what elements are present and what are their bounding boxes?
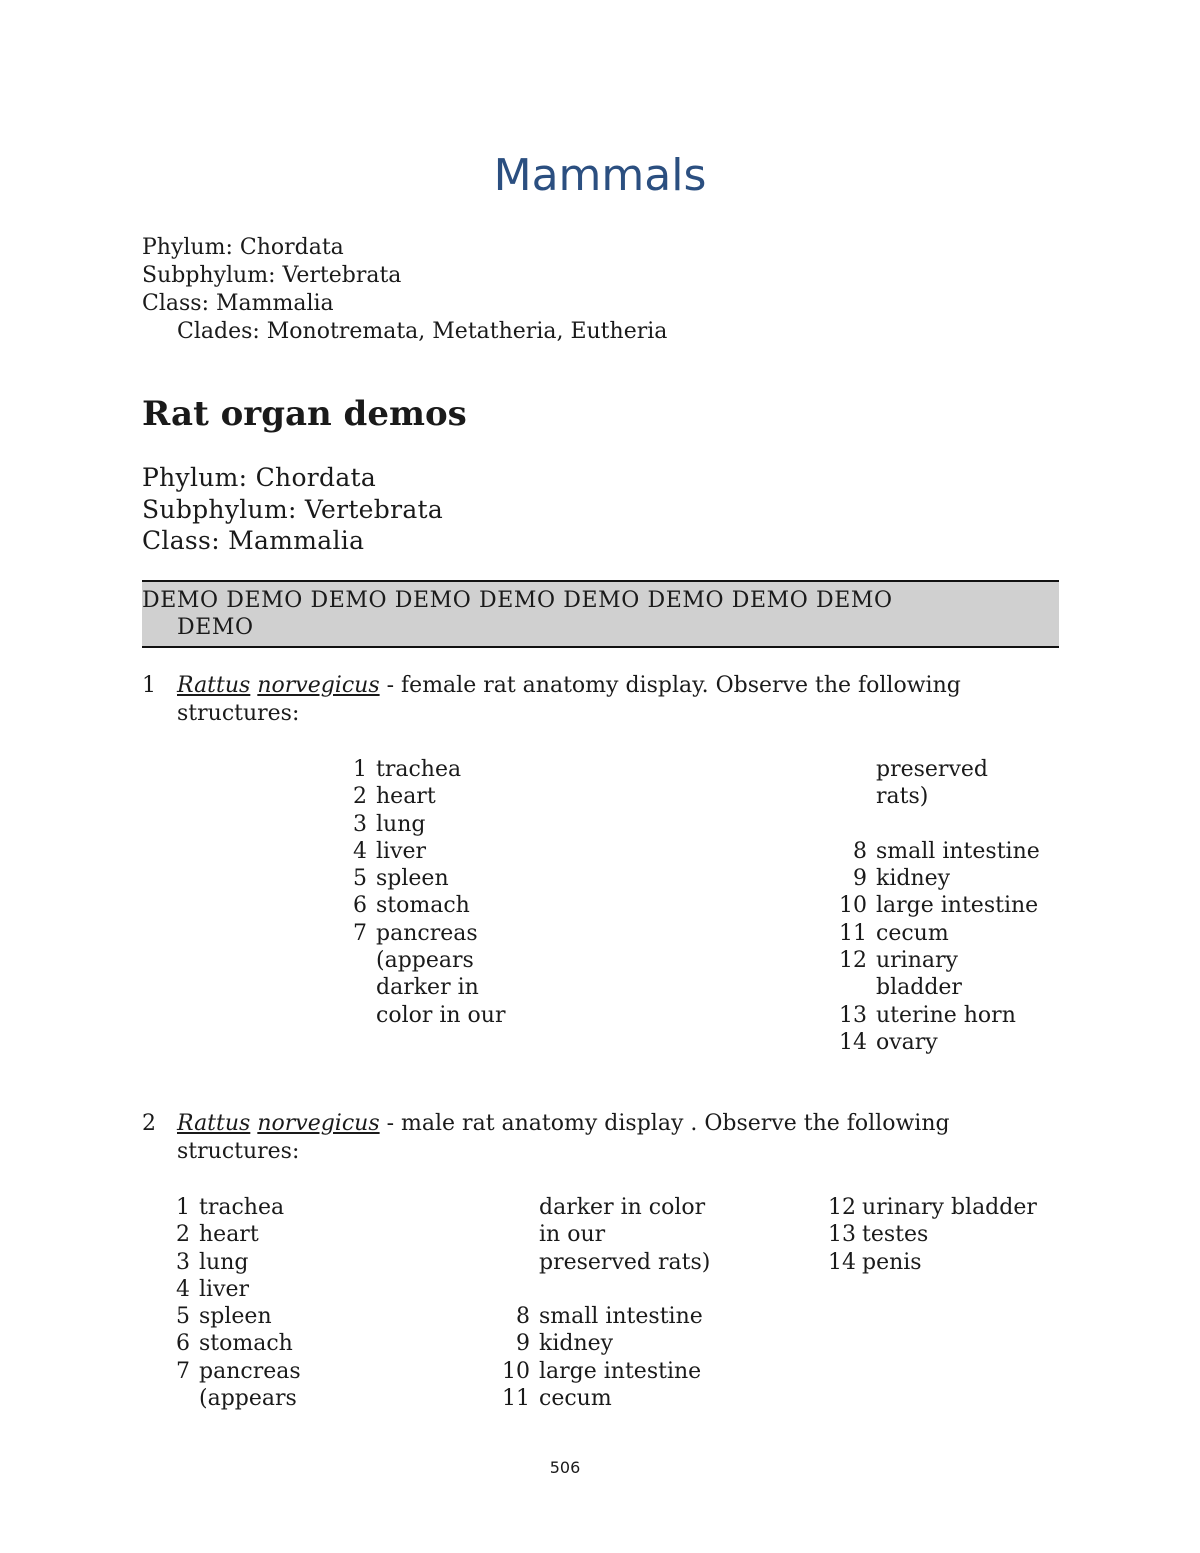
organ-list-item: [838, 838, 1040, 865]
organ-name: cecum: [876, 920, 949, 946]
organ-name: small intestine: [876, 838, 1040, 864]
organ-name: trachea: [376, 757, 462, 782]
organ-list-item: [838, 974, 1040, 1001]
organ-number: 2: [353, 784, 367, 810]
organ-name: liver: [376, 838, 427, 864]
organ-list-item: [168, 1276, 301, 1303]
organ-name: rats): [876, 784, 929, 810]
organ-list-item: [497, 1249, 710, 1276]
organ-list-item: [345, 920, 506, 947]
organ-number: 10: [839, 893, 867, 919]
organ-number: 2: [176, 1222, 190, 1248]
organ-name: large intestine: [876, 893, 1039, 919]
organ-list-item: [497, 1221, 710, 1248]
organ-number: 11: [502, 1386, 530, 1412]
organ-list-column: [168, 1194, 301, 1412]
organ-number: 3: [353, 811, 367, 837]
organ-name: stomach: [376, 893, 470, 919]
organ-list-item: [497, 1303, 710, 1330]
species-name: norvegicus: [257, 673, 380, 698]
organ-name: spleen: [199, 1304, 272, 1330]
organ-list-item: [497, 1330, 710, 1357]
organ-list-item: [497, 1358, 710, 1385]
item-continuation: structures:: [177, 1139, 300, 1164]
organ-list-item: [345, 838, 506, 865]
organ-name: urinary: [876, 948, 958, 974]
organ-name: penis: [862, 1249, 922, 1275]
organ-list-item: [828, 1221, 1037, 1248]
organ-list-item: [345, 892, 506, 919]
organ-list-item: [345, 783, 506, 810]
organ-name: kidney: [876, 866, 951, 892]
organ-name: spleen: [376, 866, 449, 892]
organ-list-item: [345, 811, 506, 838]
organ-number: 8: [516, 1304, 530, 1330]
organ-list-item: [168, 1249, 301, 1276]
organ-list-item: [838, 811, 1040, 838]
organ-name: ovary: [876, 1029, 938, 1055]
organ-name: lung: [199, 1249, 249, 1275]
rat-taxonomy-subphylum: Subphylum: Vertebrata: [142, 495, 444, 524]
taxonomy-clades: Clades: Monotremata, Metatheria, Eutheria: [177, 319, 668, 344]
organ-list-item: [497, 1194, 710, 1221]
organ-list-item: [828, 1249, 1037, 1276]
organ-number: 4: [353, 838, 367, 864]
organ-name: pancreas: [199, 1358, 301, 1384]
organ-name: heart: [376, 784, 436, 810]
organ-list-column: [828, 1194, 1037, 1276]
organ-list-item: [168, 1303, 301, 1330]
genus-name: Rattus: [177, 673, 251, 698]
organ-list-item: [838, 1029, 1040, 1056]
organ-number: 12: [828, 1195, 856, 1220]
organ-number: 11: [839, 920, 867, 946]
organ-list-item: [168, 1385, 301, 1412]
organ-name: stomach: [199, 1331, 293, 1357]
item-continuation: structures:: [177, 701, 300, 726]
item-number: 1: [142, 673, 156, 698]
organ-list-column: [497, 1194, 710, 1412]
species-name: norvegicus: [257, 1111, 380, 1136]
organ-name: preserved rats): [539, 1249, 711, 1275]
taxonomy-phylum: Phylum: Chordata: [142, 235, 344, 260]
organ-name: cecum: [539, 1386, 612, 1412]
organ-list-item: [345, 1002, 506, 1029]
organ-list-item: [838, 865, 1040, 892]
organ-name: small intestine: [539, 1304, 703, 1330]
organ-name: (appears: [376, 948, 474, 974]
organ-list-item: [838, 892, 1040, 919]
organ-list-column: [838, 756, 1040, 1056]
organ-list-item: [168, 1221, 301, 1248]
organ-list-item: [168, 1194, 301, 1221]
organ-name: liver: [199, 1276, 250, 1302]
organ-list-item: [838, 920, 1040, 947]
organ-list-item: [838, 756, 1040, 783]
taxonomy-subphylum: Subphylum: Vertebrata: [142, 263, 402, 288]
organ-number: 13: [828, 1222, 856, 1248]
organ-name: uterine horn: [876, 1002, 1016, 1028]
description-text: - female rat anatomy display. Observe the following: [379, 673, 961, 698]
taxonomy-class: Class: Mammalia: [142, 291, 334, 316]
section-heading: Rat organ demos: [142, 394, 467, 434]
organ-list-item: [828, 1194, 1037, 1221]
rat-taxonomy-phylum: Phylum: Chordata: [142, 463, 377, 492]
organ-number: 8: [853, 838, 867, 864]
organ-name: in our: [539, 1222, 606, 1248]
organ-list-item: [345, 756, 506, 783]
organ-name: darker in color: [539, 1195, 706, 1220]
organ-number: 9: [853, 866, 867, 892]
organ-name: bladder: [876, 975, 962, 1001]
organ-name: urinary bladder: [862, 1195, 1037, 1220]
organ-number: 12: [839, 948, 867, 974]
organ-number: 1: [353, 757, 367, 782]
organ-list-item: [345, 974, 506, 1001]
organ-number: 7: [353, 920, 367, 946]
organ-number: 14: [828, 1249, 856, 1275]
organ-number: 5: [353, 866, 367, 892]
item-description: [177, 1111, 950, 1136]
organ-list-item: [497, 1385, 710, 1412]
demo-banner-line2: DEMO: [177, 615, 254, 640]
organ-list-item: [838, 783, 1040, 810]
organ-number: 14: [839, 1029, 867, 1055]
organ-name: kidney: [539, 1331, 614, 1357]
page-title: Mammals: [493, 150, 707, 201]
organ-list-item: [345, 865, 506, 892]
rat-taxonomy-class: Class: Mammalia: [142, 526, 365, 555]
organ-name: trachea: [199, 1195, 285, 1220]
description-text: - male rat anatomy display . Observe the following: [379, 1111, 950, 1136]
organ-name: heart: [199, 1222, 259, 1248]
organ-name: large intestine: [539, 1358, 702, 1384]
organ-number: 6: [353, 893, 367, 919]
organ-number: 13: [839, 1002, 867, 1028]
organ-number: 9: [516, 1331, 530, 1357]
organ-name: (appears: [199, 1386, 297, 1412]
organ-name: lung: [376, 811, 426, 837]
organ-list-item: [497, 1276, 710, 1303]
organ-number: 3: [176, 1249, 190, 1275]
organ-name: testes: [862, 1222, 929, 1248]
organ-list-item: [838, 947, 1040, 974]
item-number: 2: [142, 1111, 156, 1136]
organ-name: color in our: [376, 1002, 506, 1028]
item-description: [177, 673, 961, 698]
organ-list-item: [838, 1002, 1040, 1029]
demo-banner-line1: DEMO DEMO DEMO DEMO DEMO DEMO DEMO DEMO DEMO: [142, 588, 893, 613]
organ-name: darker in: [376, 975, 479, 1001]
organ-list-item: [168, 1358, 301, 1385]
organ-number: 7: [176, 1358, 190, 1384]
organ-number: 1: [176, 1195, 190, 1220]
organ-number: 4: [176, 1276, 190, 1302]
organ-number: 5: [176, 1304, 190, 1330]
page-number: 506: [549, 1458, 581, 1477]
organ-number: 10: [502, 1358, 530, 1384]
organ-name: pancreas: [376, 920, 478, 946]
genus-name: Rattus: [177, 1111, 251, 1136]
organ-name: preserved: [876, 757, 988, 782]
organ-list-column: [345, 756, 506, 1029]
organ-number: 6: [176, 1331, 190, 1357]
organ-list-item: [168, 1330, 301, 1357]
organ-list-item: [345, 947, 506, 974]
